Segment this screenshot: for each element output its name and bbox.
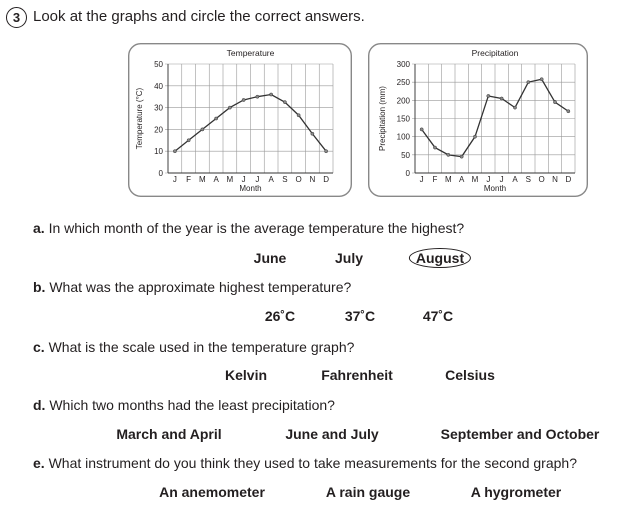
option-c-2[interactable]: Fahrenheit bbox=[321, 367, 393, 383]
question-b: b. What was the approximate highest temperature? bbox=[33, 279, 352, 295]
x-tick-label: F bbox=[432, 175, 438, 184]
data-point bbox=[473, 135, 476, 138]
data-point bbox=[527, 81, 530, 84]
x-axis-label: Month bbox=[483, 184, 507, 193]
question-d: d. Which two months had the least precipitation? bbox=[33, 397, 335, 413]
data-point bbox=[283, 101, 286, 104]
y-tick-label: 40 bbox=[154, 81, 163, 91]
x-tick-label: M bbox=[471, 175, 479, 184]
data-point bbox=[201, 128, 204, 131]
y-tick-label: 0 bbox=[405, 169, 410, 178]
option-d-3[interactable]: September and October bbox=[440, 426, 600, 442]
option-a-3-circled[interactable]: August bbox=[409, 248, 471, 268]
x-tick-label: S bbox=[282, 175, 288, 184]
x-tick-label: M bbox=[199, 175, 206, 184]
y-tick-label: 150 bbox=[396, 114, 410, 124]
x-tick-label: N bbox=[552, 175, 558, 184]
y-tick-label: 100 bbox=[396, 132, 410, 142]
data-point bbox=[540, 78, 543, 81]
question-a: a. In which month of the year is the average temperature the highest? bbox=[33, 220, 465, 236]
x-tick-label: D bbox=[565, 175, 572, 184]
x-tick-label: O bbox=[295, 175, 302, 184]
option-b-1[interactable]: 26˚C bbox=[264, 308, 296, 324]
option-c-1[interactable]: Kelvin bbox=[224, 367, 268, 383]
x-tick-label: J bbox=[486, 175, 491, 184]
x-tick-label: A bbox=[213, 175, 219, 184]
x-tick-label: F bbox=[186, 175, 192, 184]
question-c: c. What is the scale used in the temperature graph? bbox=[33, 339, 355, 355]
question-e: e. What instrument do you think they used to take measurements for the second graph? bbox=[33, 455, 577, 471]
option-a-2[interactable]: July bbox=[334, 250, 364, 266]
x-tick-label: A bbox=[458, 175, 465, 184]
option-a-1[interactable]: June bbox=[253, 250, 287, 266]
chart-title: Temperature bbox=[226, 48, 275, 58]
data-point bbox=[256, 95, 259, 98]
temperature-chart bbox=[128, 43, 353, 198]
x-tick-label: M bbox=[444, 175, 452, 184]
data-point bbox=[433, 146, 436, 149]
option-e-3[interactable]: A hygrometer bbox=[470, 484, 562, 500]
data-point bbox=[215, 117, 218, 120]
y-axis-label: Precipitation (mm) bbox=[378, 86, 387, 151]
x-tick-label: A bbox=[268, 175, 274, 184]
x-tick-label: D bbox=[323, 175, 330, 184]
y-axis-label: Temperature (°C) bbox=[135, 87, 144, 150]
data-point bbox=[553, 101, 556, 104]
data-point bbox=[187, 139, 190, 142]
option-e-2[interactable]: A rain gauge bbox=[325, 484, 411, 500]
data-point bbox=[447, 153, 450, 156]
x-tick-label: O bbox=[538, 175, 545, 184]
y-tick-label: 200 bbox=[396, 96, 410, 106]
y-tick-label: 10 bbox=[154, 147, 163, 157]
precipitation-chart bbox=[368, 43, 589, 198]
y-tick-label: 0 bbox=[158, 169, 163, 178]
y-tick-label: 300 bbox=[396, 60, 410, 69]
x-tick-label: J bbox=[419, 175, 424, 184]
x-tick-label: J bbox=[499, 175, 504, 184]
instruction-heading: Look at the graphs and circle the correct answers. bbox=[33, 8, 365, 25]
x-tick-label: J bbox=[255, 175, 260, 184]
option-d-1[interactable]: March and April bbox=[116, 426, 222, 442]
x-tick-label: J bbox=[172, 175, 177, 184]
data-point bbox=[513, 106, 516, 109]
y-tick-label: 50 bbox=[401, 150, 410, 160]
y-tick-label: 250 bbox=[396, 78, 410, 88]
data-point bbox=[325, 150, 328, 153]
option-d-2[interactable]: June and July bbox=[285, 426, 379, 442]
data-point bbox=[311, 132, 314, 135]
y-tick-label: 50 bbox=[154, 60, 163, 69]
data-point bbox=[500, 97, 503, 100]
option-b-3[interactable]: 47˚C bbox=[422, 308, 454, 324]
x-tick-label: N bbox=[309, 175, 316, 184]
data-point bbox=[173, 150, 176, 153]
data-point bbox=[420, 128, 423, 131]
x-axis-label: Month bbox=[239, 184, 262, 193]
x-tick-label: M bbox=[226, 175, 234, 184]
option-c-3[interactable]: Celsius bbox=[445, 367, 495, 383]
y-tick-label: 30 bbox=[154, 103, 163, 113]
option-e-1[interactable]: An anemometer bbox=[159, 484, 265, 500]
y-tick-label: 20 bbox=[154, 125, 163, 135]
data-point bbox=[567, 110, 570, 113]
data-point bbox=[460, 155, 463, 158]
x-tick-label: A bbox=[512, 175, 518, 184]
data-point bbox=[270, 93, 273, 96]
question-number-badge: 3 bbox=[6, 7, 27, 28]
chart-title: Precipitation bbox=[471, 48, 519, 58]
x-tick-label: S bbox=[525, 175, 532, 184]
data-point bbox=[242, 98, 245, 101]
x-tick-label: J bbox=[241, 175, 246, 184]
data-point bbox=[228, 106, 231, 109]
data-point bbox=[487, 94, 490, 97]
option-b-2[interactable]: 37˚C bbox=[344, 308, 376, 324]
data-point bbox=[297, 114, 300, 117]
